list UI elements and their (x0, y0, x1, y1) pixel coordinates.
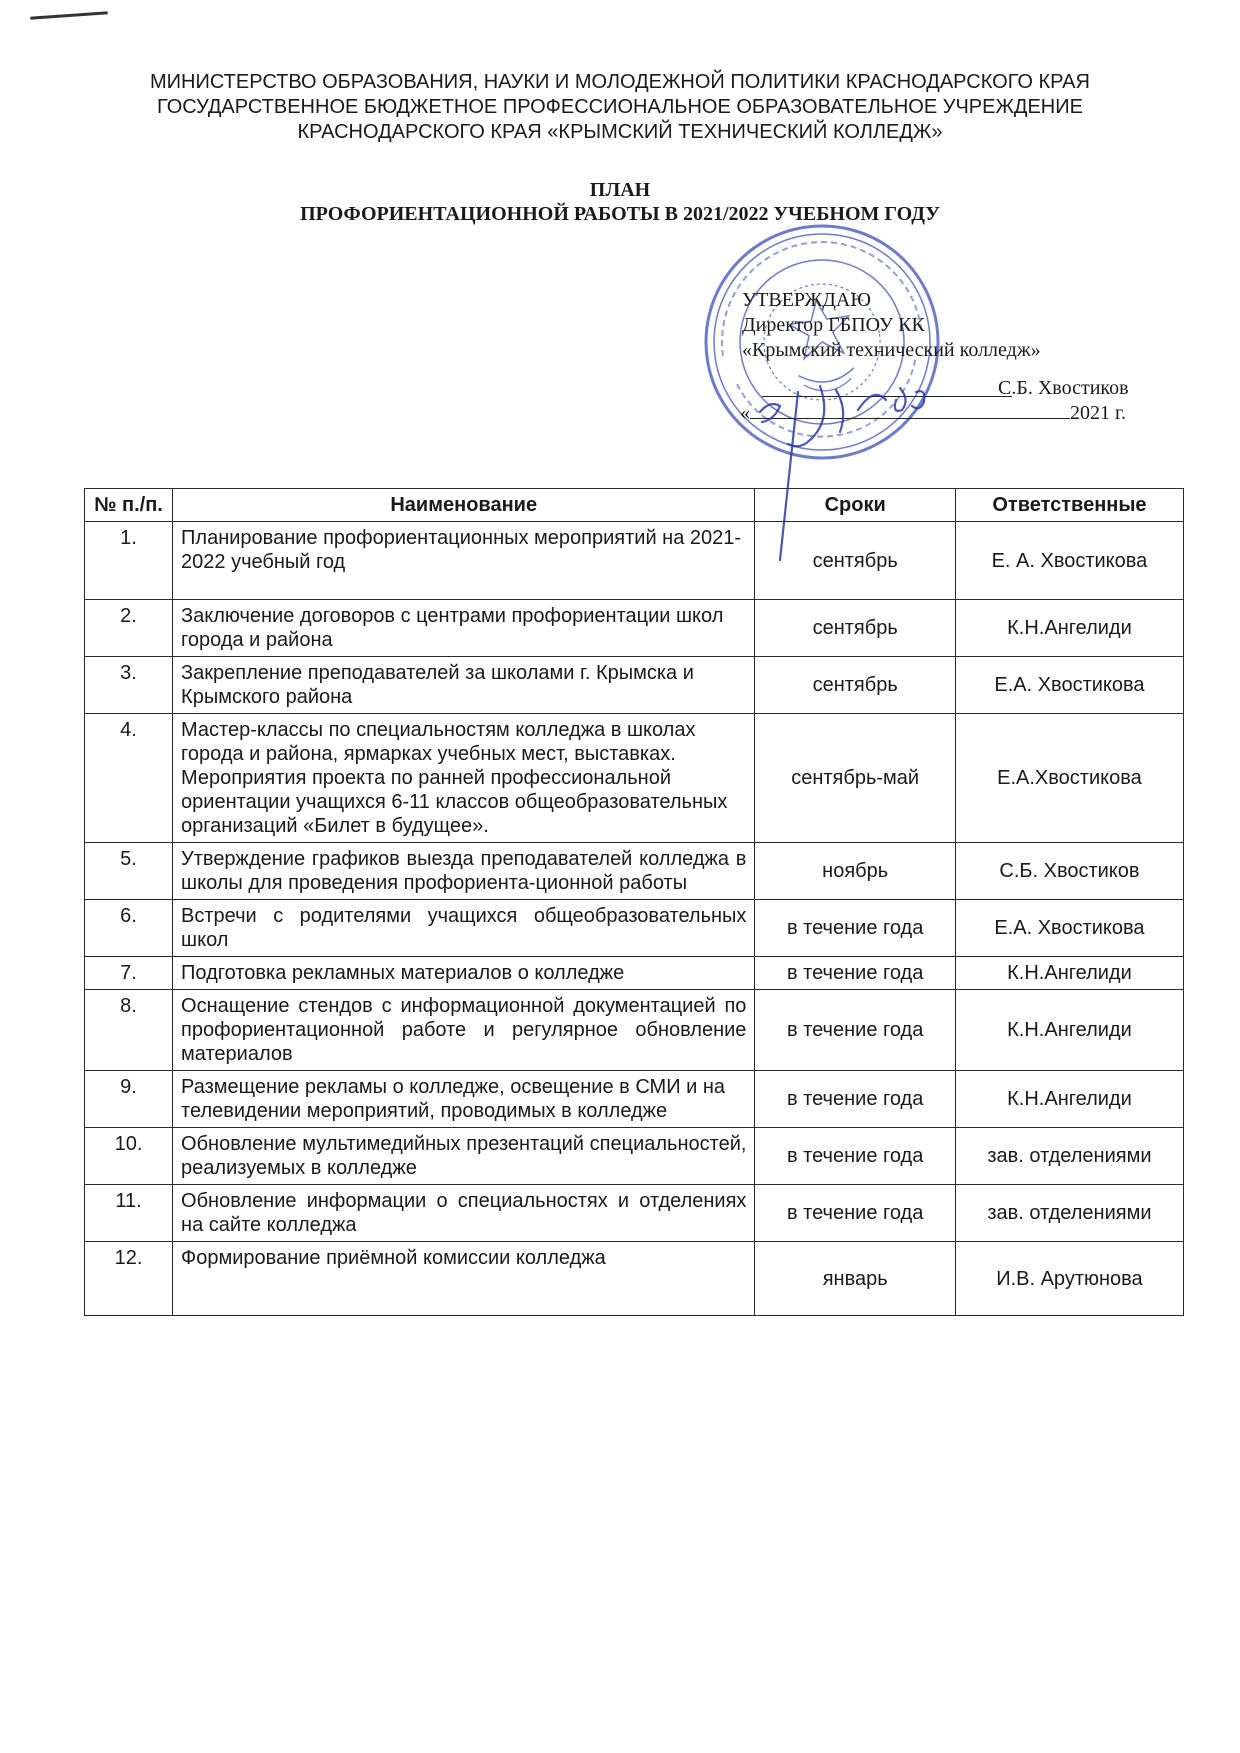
row-name: Обновление информации о специальностях и отделениях на сайте колледжа (173, 1185, 755, 1242)
table-row (85, 957, 1184, 990)
row-number: 3. (85, 657, 173, 714)
table-row (85, 1242, 1184, 1316)
row-term: в течение года (755, 900, 955, 957)
row-name: Встречи с родителями учащихся общеобразовательных школ (173, 900, 755, 957)
approval-word: УТВЕРЖДАЮ (742, 289, 871, 311)
row-responsible: Е. А. Хвостикова (955, 522, 1183, 600)
row-number: 6. (85, 900, 173, 957)
approval-organization: «Крымский технический колледж» (742, 339, 1041, 361)
row-name: Заключение договоров с центрами профориентации школ города и района (173, 600, 755, 657)
title-plan: ПЛАН (589, 179, 651, 201)
row-responsible: К.Н.Ангелиди (955, 600, 1183, 657)
row-number: 11. (85, 1185, 173, 1242)
row-name: Утверждение графиков выезда преподавателей колледжа в школы для проведения профориента-ционной работы (173, 843, 755, 900)
plan-table (84, 488, 1184, 1316)
row-term: в течение года (755, 1128, 955, 1185)
row-number: 2. (85, 600, 173, 657)
table-row (85, 657, 1184, 714)
row-name: Мастер-классы по специальностям колледжа в школах города и района, ярмарках учебных мест, выставках. Мероприятия проекта по ранней профессиональной ориентации учащихся 6-11 классов общеобразовательных организаций «Билет в будущее». (173, 714, 755, 843)
table-row (85, 600, 1184, 657)
row-term: январь (755, 1242, 955, 1316)
ministry-name: МИНИСТЕРСТВО ОБРАЗОВАНИЯ, НАУКИ И МОЛОДЕЖНОЙ ПОЛИТИКИ КРАСНОДАРСКОГО КРАЯ (150, 71, 1090, 93)
table-row (85, 843, 1184, 900)
row-name: Оснащение стендов с информационной документацией по профориентационной работе и регулярное обновление материалов (173, 990, 755, 1071)
row-responsible: зав. отделениями (955, 1128, 1183, 1185)
row-term: в течение года (755, 1185, 955, 1242)
row-number: 12. (85, 1242, 173, 1316)
institution-name-line-2: КРАСНОДАРСКОГО КРАЯ «КРЫМСКИЙ ТЕХНИЧЕСКИЙ КОЛЛЕДЖ» (297, 121, 943, 143)
row-term: сентябрь (755, 600, 955, 657)
table-row (85, 1128, 1184, 1185)
row-name: Обновление мультимедийных презентаций специальностей, реализуемых в колледже (173, 1128, 755, 1185)
signatory-name: С.Б. Хвостиков (998, 377, 1129, 399)
row-number: 9. (85, 1071, 173, 1128)
row-name: Закрепление преподавателей за школами г. Крымска и Крымского района (173, 657, 755, 714)
row-term: ноябрь (755, 843, 955, 900)
row-responsible: зав. отделениями (955, 1185, 1183, 1242)
row-responsible: Е.А.Хвостикова (955, 714, 1183, 843)
header-name: Наименование (173, 489, 755, 522)
header-responsible: Ответственные (955, 489, 1183, 522)
approval-block (740, 288, 1162, 424)
row-number: 4. (85, 714, 173, 843)
row-term: в течение года (755, 957, 955, 990)
scan-artifact (30, 11, 108, 19)
row-term: сентябрь (755, 657, 955, 714)
table-row (85, 522, 1184, 600)
header-term: Сроки (755, 489, 955, 522)
institution-name-line-1: ГОСУДАРСТВЕННОЕ БЮДЖЕТНОЕ ПРОФЕССИОНАЛЬНОЕ ОБРАЗОВАТЕЛЬНОЕ УЧРЕЖДЕНИЕ (157, 96, 1083, 118)
row-number: 8. (85, 990, 173, 1071)
row-name: Планирование профориентационных мероприятий на 2021-2022 учебный год (173, 522, 755, 600)
title-subject: ПРОФОРИЕНТАЦИОННОЙ РАБОТЫ В 2021/2022 УЧЕБНОМ ГОДУ (300, 203, 940, 225)
document-title (0, 178, 1240, 226)
row-responsible: Е.А. Хвостикова (955, 900, 1183, 957)
row-responsible: С.Б. Хвостиков (955, 843, 1183, 900)
row-term: в течение года (755, 1071, 955, 1128)
row-term: сентябрь-май (755, 714, 955, 843)
row-name: Формирование приёмной комиссии колледжа (173, 1242, 755, 1316)
table-row (85, 900, 1184, 957)
table-row (85, 1185, 1184, 1242)
table-row (85, 714, 1184, 843)
date-year: 2021 г. (1070, 402, 1126, 424)
approval-position: Директор ГБПОУ КК (742, 314, 925, 336)
table-header-row (85, 489, 1184, 522)
row-name: Подготовка рекламных материалов о колледже (173, 957, 755, 990)
row-number: 5. (85, 843, 173, 900)
date-quote: « (740, 402, 750, 424)
row-number: 10. (85, 1128, 173, 1185)
row-responsible: К.Н.Ангелиди (955, 957, 1183, 990)
row-responsible: И.В. Арутюнова (955, 1242, 1183, 1316)
table-row (85, 1071, 1184, 1128)
row-responsible: К.Н.Ангелиди (955, 990, 1183, 1071)
row-term: сентябрь (755, 522, 955, 600)
row-number: 7. (85, 957, 173, 990)
header-number: № п./п. (85, 489, 173, 522)
row-term: в течение года (755, 990, 955, 1071)
row-responsible: Е.А. Хвостикова (955, 657, 1183, 714)
table-row (85, 990, 1184, 1071)
row-number: 1. (85, 522, 173, 600)
document-header (0, 70, 1240, 145)
row-responsible: К.Н.Ангелиди (955, 1071, 1183, 1128)
row-name: Размещение рекламы о колледже, освещение в СМИ и на телевидении мероприятий, проводимых в колледже (173, 1071, 755, 1128)
